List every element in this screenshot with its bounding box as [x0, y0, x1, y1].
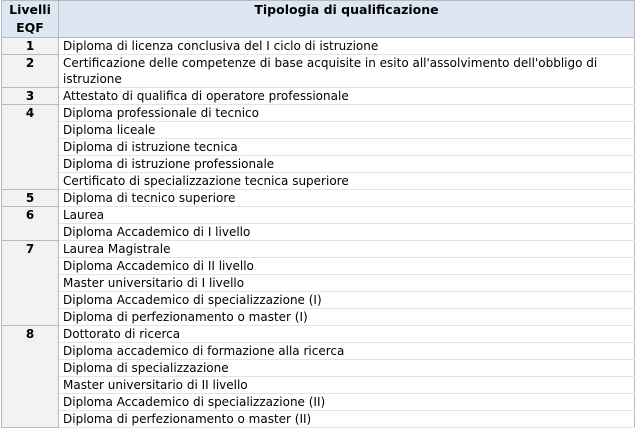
qualification-cell: Diploma di istruzione tecnica: [59, 139, 635, 156]
header-row: [2, 1, 635, 38]
table-row: [2, 207, 635, 224]
table-row: [2, 411, 635, 428]
qualification-cell: Diploma di tecnico superiore: [59, 190, 635, 207]
table-row: [2, 55, 635, 88]
qualification-cell: Diploma di perfezionamento o master (I): [59, 309, 635, 326]
table-row: [2, 156, 635, 173]
eqf-level-cell: 1: [2, 38, 59, 55]
eqf-level-cell: 5: [2, 190, 59, 207]
table-row: [2, 360, 635, 377]
qualification-cell: Laurea: [59, 207, 635, 224]
qualification-cell: Diploma liceale: [59, 122, 635, 139]
qualification-cell: Dottorato di ricerca: [59, 326, 635, 343]
table-row: [2, 38, 635, 55]
table-row: [2, 326, 635, 343]
table-row: [2, 173, 635, 190]
table-row: [2, 241, 635, 258]
table-row: [2, 105, 635, 122]
qualification-cell: Diploma professionale di tecnico: [59, 105, 635, 122]
table-row: [2, 394, 635, 411]
table-row: [2, 292, 635, 309]
qualification-cell: Diploma Accademico di specializzazione (I): [59, 292, 635, 309]
table-row: [2, 258, 635, 275]
eqf-level-cell: 3: [2, 88, 59, 105]
table-row: [2, 309, 635, 326]
header-type: Tipologia di qualificazione: [59, 1, 635, 38]
eqf-level-cell: 2: [2, 55, 59, 88]
qualification-cell: Master universitario di II livello: [59, 377, 635, 394]
qualification-cell: Diploma Accademico di II livello: [59, 258, 635, 275]
qualification-cell: Master universitario di I livello: [59, 275, 635, 292]
table-row: [2, 190, 635, 207]
qualification-cell: Laurea Magistrale: [59, 241, 635, 258]
qualification-cell: Diploma accademico di formazione alla ricerca: [59, 343, 635, 360]
qualification-cell: Diploma Accademico di I livello: [59, 224, 635, 241]
table-body: [2, 38, 635, 428]
qualification-cell: Certificato di specializzazione tecnica superiore: [59, 173, 635, 190]
eqf-level-cell: 7: [2, 241, 59, 326]
table-row: [2, 139, 635, 156]
table-row: [2, 343, 635, 360]
qualification-cell: Attestato di qualifica di operatore professionale: [59, 88, 635, 105]
qualification-cell: Diploma di perfezionamento o master (II): [59, 411, 635, 428]
eqf-level-cell: 6: [2, 207, 59, 241]
table-row: [2, 88, 635, 105]
table-row: [2, 377, 635, 394]
eqf-qualifications-table: [1, 0, 635, 428]
table-row: [2, 224, 635, 241]
header-levels: Livelli EQF: [2, 1, 59, 38]
eqf-level-cell: 8: [2, 326, 59, 428]
table-row: [2, 122, 635, 139]
qualification-cell: Diploma di licenza conclusiva del I ciclo di istruzione: [59, 38, 635, 55]
qualification-cell: Diploma Accademico di specializzazione (II): [59, 394, 635, 411]
table-row: [2, 275, 635, 292]
qualification-cell: Diploma di specializzazione: [59, 360, 635, 377]
qualification-cell: Certificazione delle competenze di base acquisite in esito all'assolvimento dell'obbligo di istruzione: [59, 55, 635, 88]
eqf-level-cell: 4: [2, 105, 59, 190]
qualification-cell: Diploma di istruzione professionale: [59, 156, 635, 173]
